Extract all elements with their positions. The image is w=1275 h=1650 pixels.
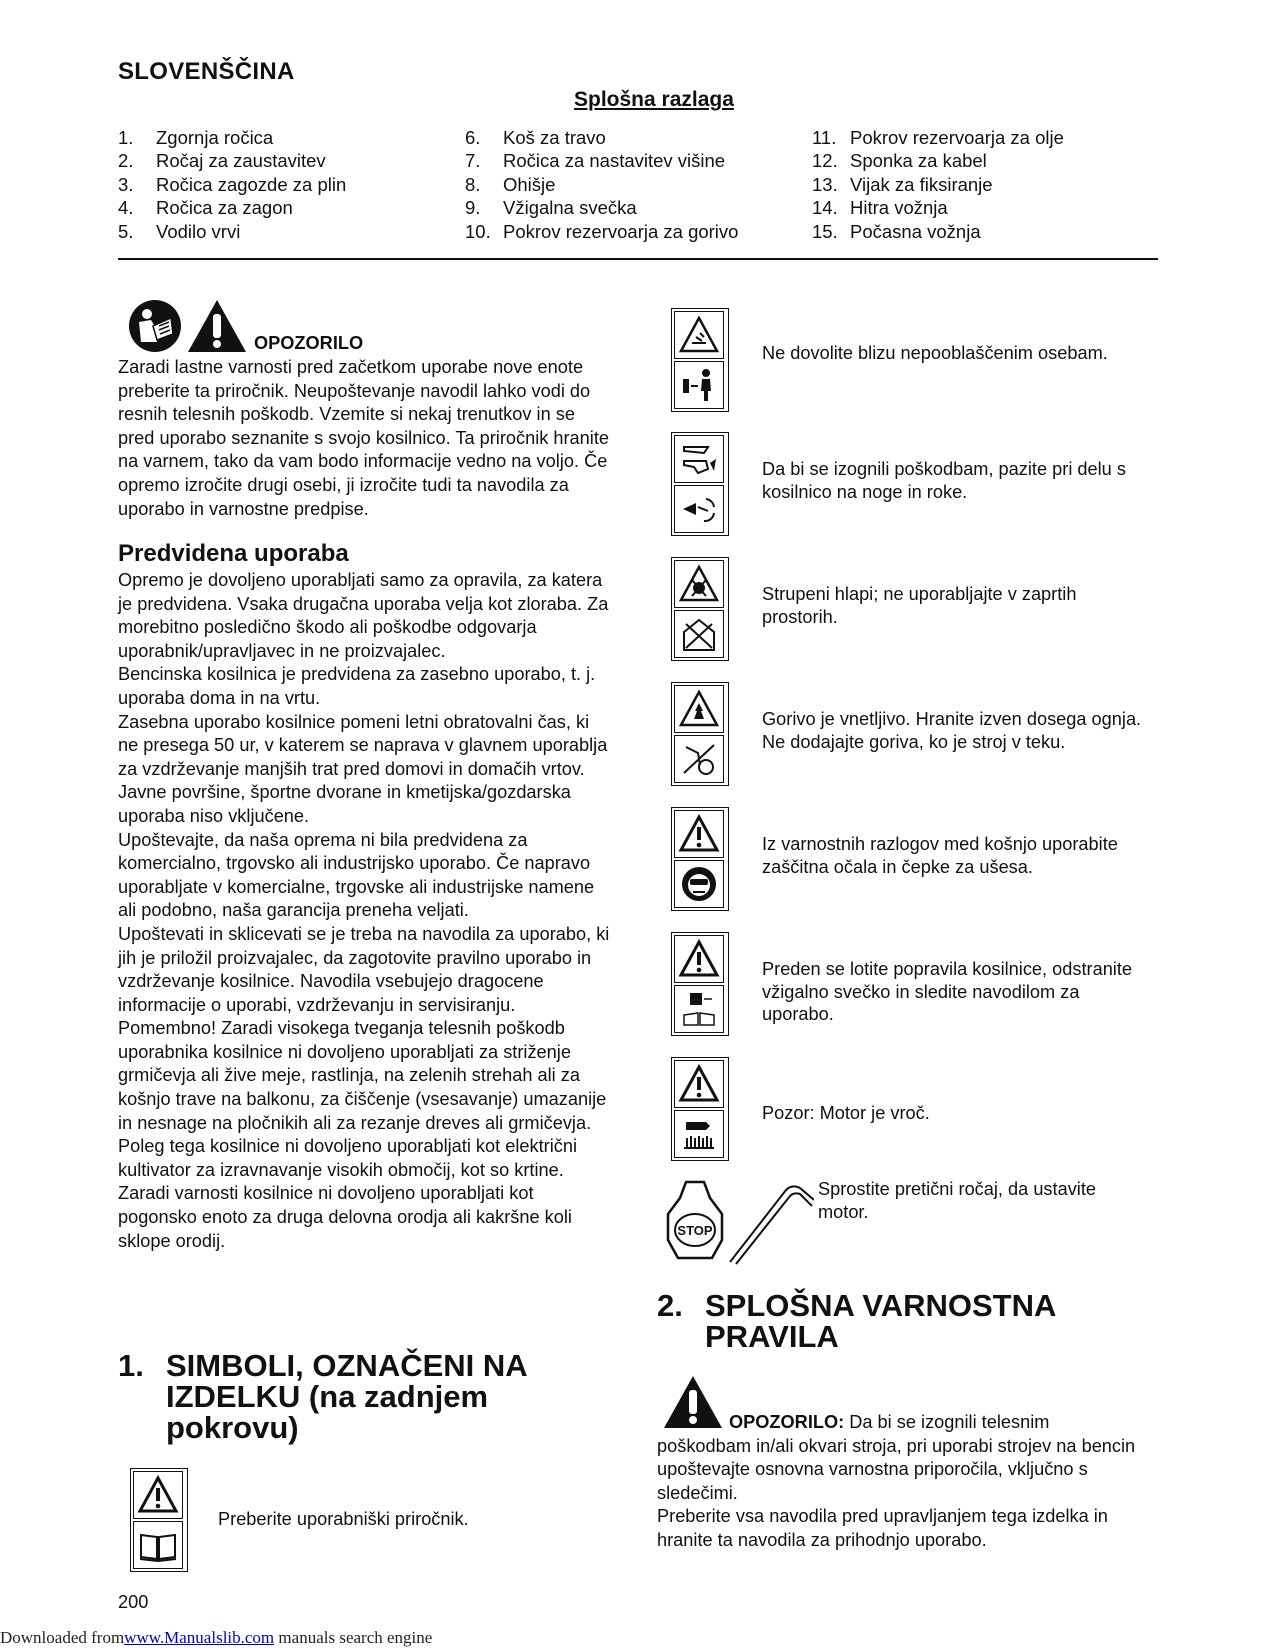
item-num: 8. <box>465 173 481 195</box>
item-label: Ročica za zagon <box>156 197 293 219</box>
symbol-hot-motor <box>671 1057 729 1161</box>
item-label: Zgornja ročica <box>156 127 274 148</box>
paragraph: Upoštevati in sklicevati se je treba na navodila za uporabo, ki jih je priložil proizvajalec, da zagotovite pravilno uporabo in vzdrževanje kosilnice. Navodila vsebujejo dragocene informacije o uporabi, vzdrževanju in servisiranju. <box>118 923 610 1015</box>
warning2-body: Da bi se izognili telesnim poškodbam in/ali okvari stroja, pri uporabi strojev na bencin upoštevajte osnovna varnostna priporočila, vključno s sledečimi. <box>657 1412 1136 1503</box>
symbol-spark-plug <box>671 932 729 1036</box>
item-label: Sponka za kabel <box>850 150 987 172</box>
list-item <box>118 173 346 196</box>
symbol-text: Da bi se izognili poškodbam, pazite pri delu s kosilnico na noge in roke. <box>762 459 1126 502</box>
section-number: 1. <box>118 1348 144 1383</box>
list-item <box>118 220 346 243</box>
list-item <box>812 126 1064 149</box>
paragraph: Bencinska kosilnica je predvidena za zasebno uporabo, t. j. uporaba doma in na vrtu. <box>118 664 596 708</box>
symbol-text: Iz varnostnih razlogov med košnjo uporabite zaščitna očala in čepke za ušesa. <box>762 834 1118 877</box>
list-item <box>812 220 1064 243</box>
list-item <box>118 126 346 149</box>
language-title: SLOVENŠČINA <box>118 58 295 85</box>
no-indoor-icon <box>674 610 724 658</box>
section-title: SIMBOLI, OZNAČENI NA IZDELKU (na zadnjem pokrovu) <box>166 1348 527 1445</box>
item-num: 7. <box>465 150 481 172</box>
spark-plug-manual-icon <box>674 985 724 1033</box>
footer-link[interactable]: www.Manualslib.com <box>124 1628 275 1647</box>
person-distance-icon <box>674 361 724 409</box>
book-icon <box>133 1521 183 1569</box>
item-label: Ohišje <box>503 173 556 195</box>
footer-suffix: manuals search engine <box>274 1628 433 1647</box>
item-num: 14. <box>812 197 838 219</box>
symbol-text: Preden se lotite popravila kosilnice, odstranite vžigalno svečko in sledite navodilom za uporabo. <box>762 959 1133 1025</box>
list-item <box>465 173 738 196</box>
warning-triangle-icon <box>674 810 724 858</box>
section-title: SPLOŠNA VARNOSTNA PRAVILA <box>705 1288 1056 1354</box>
list-item <box>465 220 738 243</box>
paragraph: Upoštevajte, da naša oprema ni bila predvidena za komercialno, trgovsko ali industrijsko uporabo. Če napravo uporabljate v komercialne, trgovske ali industrijske namene ali podobno, naša garancija preneha veljati. <box>118 829 595 921</box>
item-label: Pokrov rezervoarja za gorivo <box>503 220 739 242</box>
stop-text: Sprostite pretični ročaj, da ustavite motor. <box>818 1179 1096 1222</box>
item-label: Vijak za fiksiranje <box>850 173 993 195</box>
symbol-hands-feet <box>671 432 729 536</box>
item-label: Ročica zagozde za plin <box>156 173 347 195</box>
stop-label: STOP <box>677 1223 713 1238</box>
item-num: 11. <box>812 127 837 148</box>
item-num: 10. <box>465 220 491 242</box>
item-num: 5. <box>118 220 134 242</box>
intended-use-body <box>118 569 612 1253</box>
divider <box>118 258 1158 260</box>
list-item <box>465 126 738 149</box>
item-num: 2. <box>118 150 134 172</box>
warning-label: OPOZORILO <box>254 333 364 353</box>
section1-heading <box>118 1350 618 1443</box>
item-label: Ročica za nastavitev višine <box>503 150 726 172</box>
symbol-protection <box>671 807 729 911</box>
footer <box>0 1628 432 1648</box>
blade-hand-icon <box>674 435 724 483</box>
paragraph: Zaradi varnosti kosilnice ni dovoljeno uporabljati kot pogonsko enoto za druga delovna orodja ali kakršne koli sklope orodij. <box>118 1183 572 1251</box>
warning-triangle-icon <box>674 935 724 983</box>
flame-warning-icon <box>674 685 724 733</box>
goggles-earmuffs-icon <box>674 860 724 908</box>
list-item <box>812 196 1064 219</box>
warning-triangle-icon <box>186 298 248 354</box>
item-label: Ročaj za zaustavitev <box>156 150 326 172</box>
page-number: 200 <box>118 1592 149 1612</box>
warning2-text2: Preberite vsa navodila pred upravljanjem tega izdelka in hranite ta navodila za prihodnjo uporabo. <box>657 1506 1108 1550</box>
parts-list-col3 <box>812 126 1064 243</box>
list-item <box>118 149 346 172</box>
item-num: 4. <box>118 197 134 219</box>
no-refuel-icon <box>674 735 724 783</box>
item-num: 9. <box>465 197 481 219</box>
warning2-text <box>657 1411 1147 1505</box>
list-item <box>812 149 1064 172</box>
intended-use-title: Predvidena uporaba <box>118 540 349 567</box>
symbol-text: Strupeni hlapi; ne uporabljajte v zaprtih prostorih. <box>762 584 1077 627</box>
item-num: 3. <box>118 173 134 195</box>
symbol-toxic-fumes <box>671 557 729 661</box>
item-num: 15. <box>812 220 838 242</box>
list-item <box>465 196 738 219</box>
paragraph: Pomembno! Zaradi visokega tveganja telesnih poškodb uporabnika kosilnice ni dovoljeno uporabljati za striženje grmičevja ali žive meje, rastlinja, na zelenih strehah ali za košnjo trave na balkonu, za čiščenje (vsesavanje) umazanije in nesnage na pločnikih ali za rezanje dreves ali grmičevja. Poleg tega kosilnice ni dovoljeno uporabljati kot električni kultivator za izravnavanje visokih območij, kot so krtine. <box>118 1018 607 1180</box>
item-num: 6. <box>465 127 481 148</box>
item-num: 1. <box>118 127 134 148</box>
footer-prefix: Downloaded from <box>0 1628 125 1647</box>
toxic-fumes-icon <box>674 560 724 608</box>
parts-list-col2 <box>465 126 738 243</box>
symbol-flammable <box>671 682 729 786</box>
item-label: Vžigalna svečka <box>503 197 637 219</box>
item-num: 12. <box>812 150 838 172</box>
parts-title: Splošna razlaga <box>574 88 734 111</box>
list-item <box>465 149 738 172</box>
read-manual-icon <box>127 298 183 354</box>
warning-triangle-icon <box>133 1471 183 1519</box>
symbol-text: Pozor: Motor je vroč. <box>762 1103 930 1123</box>
list-item <box>812 173 1064 196</box>
item-label: Počasna vožnja <box>850 220 981 242</box>
symbol-read-manual <box>130 1468 188 1572</box>
section2-heading <box>657 1290 1117 1352</box>
warning-triangle-icon <box>674 1060 724 1108</box>
symbol-text: Ne dovolite blizu nepooblaščenim osebam. <box>762 343 1108 363</box>
warning-triangle-icon <box>674 311 724 359</box>
symbol-text: Gorivo je vnetljivo. Hranite izven dosega ognja. Ne dodajajte goriva, ko je stroj v teku. <box>762 709 1142 752</box>
hot-surface-icon <box>674 1110 724 1158</box>
item-label: Vodilo vrvi <box>156 220 241 242</box>
item-label: Pokrov rezervoarja za olje <box>850 127 1064 148</box>
item-label: Hitra vožnja <box>850 197 948 219</box>
list-item <box>118 196 346 219</box>
item-label: Koš za travo <box>503 127 606 148</box>
item-num: 13. <box>812 173 838 195</box>
warning-text: Zaradi lastne varnosti pred začetkom uporabe nove enote preberite ta priročnik. Neupoštevanje navodil lahko vodi do resnih telesnih poškodb. Vzemite si nekaj trenutkov in se pred uporabo seznanite s svojo kosilnico. Ta priročnik hranite na varnem, tako da vam bodo informacije vedno na voljo. Če opremo izročite drugi osebi, ji izročite tudi ta navodila za uporabo in varnostne predpise. <box>118 357 609 519</box>
stop-handle-symbol <box>664 1178 814 1268</box>
parts-list-col1 <box>118 126 346 243</box>
warning2-label: OPOZORILO: <box>729 1412 845 1432</box>
paragraph: Opremo je dovoljeno uporabljati samo za opravila, za katera je predvidena. Vsaka drugačna uporaba velja kot zloraba. Za morebitno posledično škodo ali poškodbe odgovarja uporabnik/upravljavec in ne proizvajalec. <box>118 570 609 661</box>
symbol-read-manual-text: Preberite uporabniški priročnik. <box>218 1509 469 1529</box>
paragraph: Zasebna uporabo kosilnice pomeni letni obratovalni čas, ki ne presega 50 ur, v katerem se naprava v glavnem uporablja za vzdrževanje manjših trat pred domovi in domačih vrtov. Javne površine, športne dvorane in kmetijska/gozdarska uporaba niso vključene. <box>118 711 608 826</box>
symbol-bystanders <box>671 308 729 412</box>
section-number: 2. <box>657 1288 683 1323</box>
rotating-blade-icon <box>674 485 724 533</box>
